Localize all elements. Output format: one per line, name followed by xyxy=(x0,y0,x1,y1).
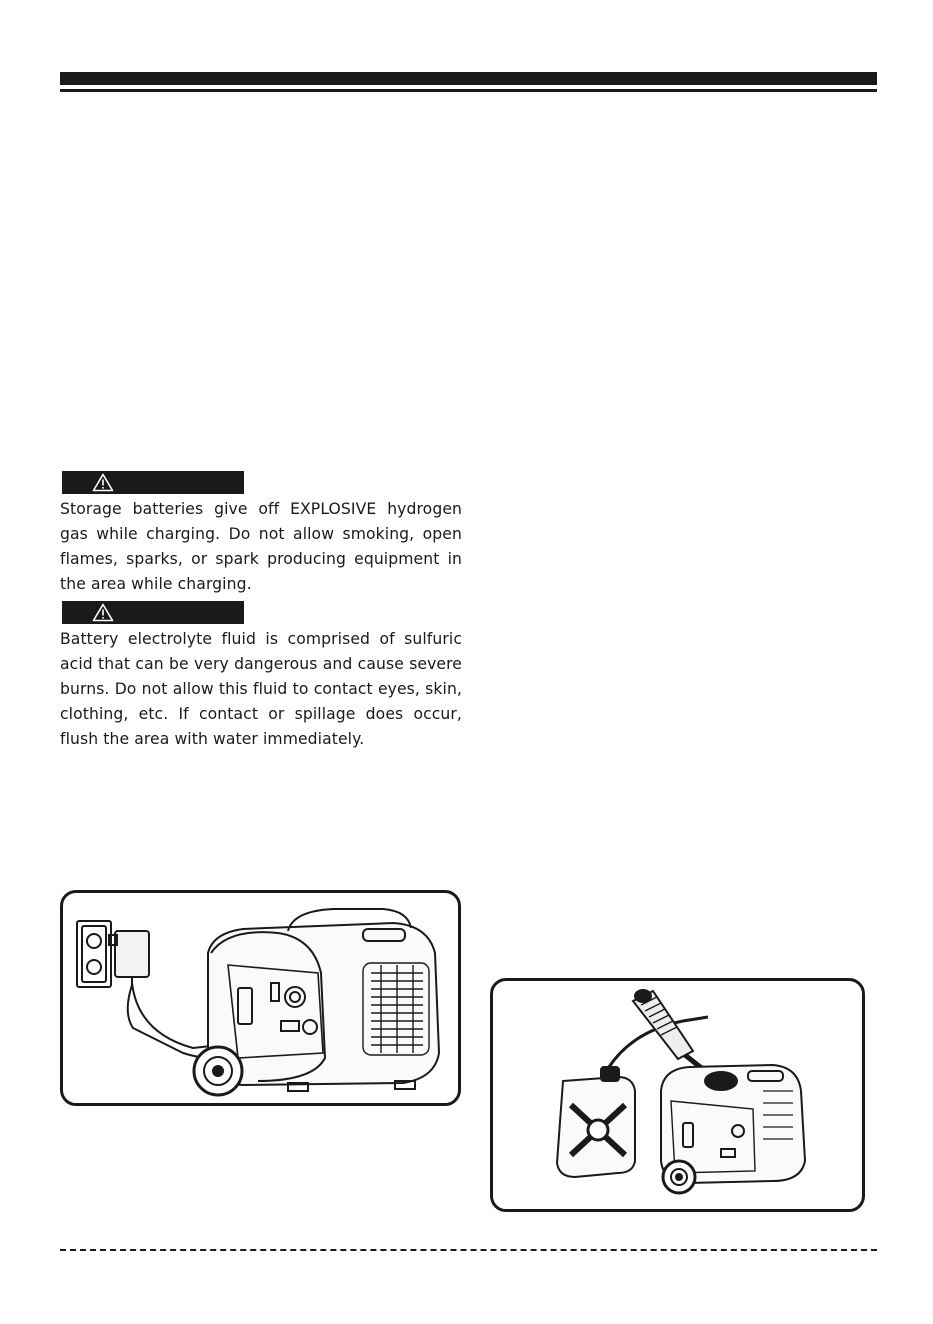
refueling-illustration xyxy=(490,978,865,1212)
warning-label-1 xyxy=(62,471,244,494)
warning-text-2: Battery electrolyte fluid is comprised of sulfuric acid that can be very dangerous and cause severe burns. Do not allow this fluid to contact eyes, skin, clothing, etc. If contact or spillage does occur, flush the area with water immediately. xyxy=(60,630,462,748)
header-bar xyxy=(60,72,877,85)
warning-triangle-icon xyxy=(92,603,114,622)
footer-rule xyxy=(60,1249,877,1251)
warning-triangle-icon xyxy=(92,473,114,492)
header-rule xyxy=(60,89,877,92)
warning-text-1: Storage batteries give off EXPLOSIVE hydrogen gas while charging. Do not allow smoking, open flames, sparks, or spark producing equipment in the area while charging. xyxy=(60,500,462,593)
battery-charger-illustration xyxy=(60,890,461,1106)
warning-label-2 xyxy=(62,601,244,624)
